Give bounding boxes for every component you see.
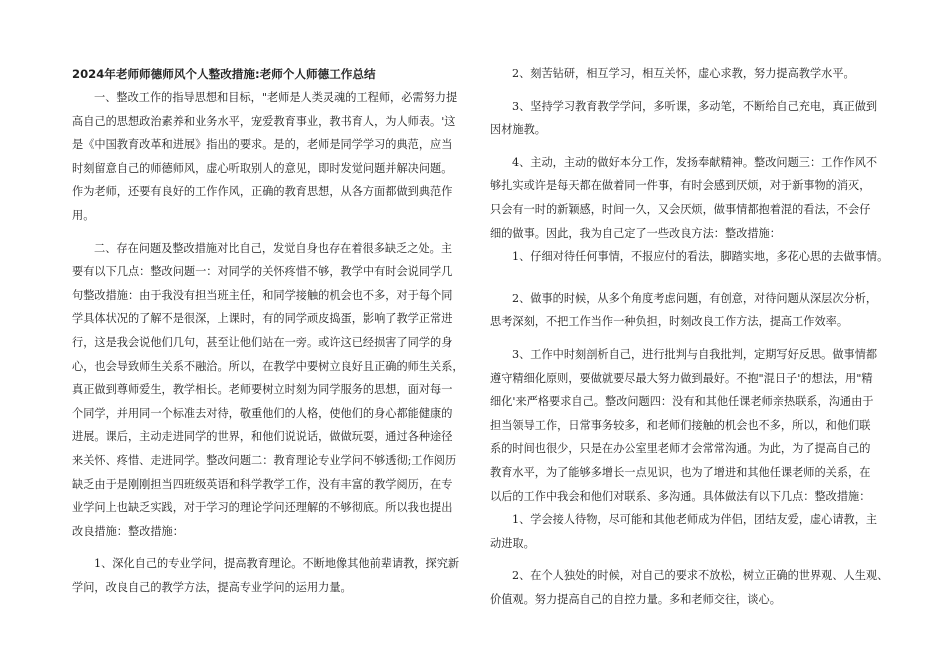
text-line: 行，这是我会说他们几句，甚至让他们站在一旁。或许这已经损害了同学的身 <box>72 335 453 349</box>
paragraph-measure-3 <box>490 95 890 142</box>
text-line: 来关怀、疼惜、走进同学。整改问题二：教育理论专业学问不够透彻;工作阅历 <box>72 453 457 467</box>
text-line: 2、在个人独处的时候，对自己的要求不放松，树立正确的世界观、人生观、 <box>512 569 889 583</box>
text-line: 担当领导工作，日常事务较多，和老师们接触的机会也不多，所以，和他们联 <box>490 418 871 432</box>
paragraph-guiding-idea <box>72 86 472 228</box>
text-line: 2、做事的时候，从多个角度考虑问题，有创意，对待问题从深层次分析， <box>512 291 878 305</box>
text-line: 只会有一时的新颖感，时间一久，又会厌烦，做事情都抱着混的看法，不会仔 <box>490 202 871 216</box>
text-line: 教育水平，为了能够多增长一点见识，也为了增进和其他任课老师的关系，在 <box>490 465 871 479</box>
text-line: 学具体状况的了解不是很深，上课时，有的同学顽皮捣蛋，影响了教学正常进 <box>72 312 453 326</box>
text-line: 高自己的思想政治素养和业务水平，宠爱教育事业，教书育人，为人师表。'这 <box>72 114 456 128</box>
paragraph-measure-1 <box>72 552 472 599</box>
text-line: 思考深刻，不把工作当作一种负担，时刻改良工作方法，提高工作效率。 <box>490 315 849 329</box>
text-line: 二、存在问题及整改措施对比自己，发觉自身也存在着很多缺乏之处。主 <box>94 241 453 255</box>
text-line: 作为老师，还要有良好的工作作风，正确的教育思想，从各方面都做到典范作 <box>72 185 453 199</box>
text-line: 个同学，并用同一个标准去对待，敬重他们的人格，使他们的身心都能健康的 <box>72 406 453 420</box>
text-line: 一、整改工作的指导思想和目标，"老师是人类灵魂的工程师，必需努力提 <box>94 91 458 104</box>
text-line: 改良措施：整改措施： <box>72 524 184 538</box>
text-line: 3、坚持学习教育教学学问，多听课，多动笔，不断给自己充电，真正做到 <box>512 99 878 113</box>
document-title: 2024年老师师德师风个人整改措施:老师个人师德工作总结 <box>72 67 376 81</box>
right-column <box>490 62 890 611</box>
paragraph-communication-measure-2 <box>490 564 890 611</box>
text-line: 心，也会导致师生关系不融洽。所以，在教学中要树立良好且正确的师生关系， <box>72 359 464 373</box>
text-line: 4、主动，主动的做好本分工作，发扬奉献精神。整改问题三：工作作风不 <box>512 155 878 169</box>
text-line: 3、工作中时刻剖析自己，进行批判与自我批判，定期写好反思。做事情都 <box>512 347 878 361</box>
text-line: 够扎实或许是每天都在做着同一件事，有时会感到厌烦，对于新事物的消灭， <box>490 179 871 193</box>
text-line: 遵守精细化原则，要做就要尽最大努力做到最好。不抱"混日子'的想法，用"精 <box>490 371 873 385</box>
paragraph-communication-measure-1 <box>490 508 890 555</box>
paragraph-problems <box>72 237 472 544</box>
text-line: 进展。课后，主动走进同学的世界，和他们说说话，做做玩耍，通过各种途径 <box>72 430 453 444</box>
text-line: 动进取。 <box>490 536 535 550</box>
paragraph-style-measure-1 <box>490 245 890 269</box>
paragraph-style-measure-2 <box>490 287 890 334</box>
text-line: 真正做到尊师爱生，教学相长。老师要树立时刻为同学服务的思想，面对每一 <box>72 383 453 397</box>
paragraph-style-measure-3 <box>490 343 890 508</box>
text-line: 价值观。努力提高自己的自控力量。多和老师交往，谈心。 <box>490 592 781 606</box>
text-line: 系的时间也很少，只是在办公室里老师才会常常沟通。为此，为了提高自己的 <box>490 442 871 456</box>
text-line: 句整改措施：由于我没有担当班主任，和同学接触的机会也不多，对于每个同 <box>72 288 453 302</box>
text-line: 时刻留意自己的师德师风，虚心听取别人的意见，即时发觉问题并解决问题。 <box>72 161 453 175</box>
text-line: 因材施教。 <box>490 123 546 137</box>
text-line: 业学问上也缺乏实践，对于学习的理论学问还理解的不够彻底。所以我也提出 <box>72 501 453 515</box>
text-line: 1、深化自己的专业学问，提高教育理论。不断地像其他前辈请教，探究新 <box>94 557 460 571</box>
text-line: 1、仔细对待任何事情，不报应付的看法，脚踏实地，多花心思的去做事情。 <box>512 250 889 264</box>
text-line: 缺乏由于是刚刚担当四班级英语和科学教学工作，没有丰富的教学阅历，在专 <box>72 477 453 491</box>
text-line: 学问，改良自己的教学方法，提高专业学问的运用力量。 <box>72 580 352 594</box>
text-line: 细化'来严格要求自己。整改问题四：没有和其他任课老师亲热联系，沟通由于 <box>490 395 874 409</box>
text-line: 要有以下几点：整改问题一：对同学的关怀疼惜不够，教学中有时会说同学几 <box>72 265 453 279</box>
paragraph-measure-4 <box>490 151 890 245</box>
text-line: 1、学会接人待物，尽可能和其他老师成为伴侣，团结友爱，虚心请教，主 <box>512 513 878 527</box>
left-column <box>72 62 472 599</box>
paragraph-measure-2 <box>490 62 890 86</box>
text-line: 细的做事。因此，我为自己定了一些改良方法：整改措施： <box>490 226 781 240</box>
text-line: 用。 <box>72 208 95 222</box>
text-line: 是《中国教育改革和进展》指出的要求。是的，老师是同学学习的典范，应当 <box>72 138 453 152</box>
text-line: 以后的工作中我会和他们对联系、多沟通。具体做法有以下几点：整改措施： <box>490 489 871 503</box>
text-line: 2、刻苦钻研，相互学习，相互关怀，虚心求教，努力提高教学水平。 <box>512 67 855 80</box>
